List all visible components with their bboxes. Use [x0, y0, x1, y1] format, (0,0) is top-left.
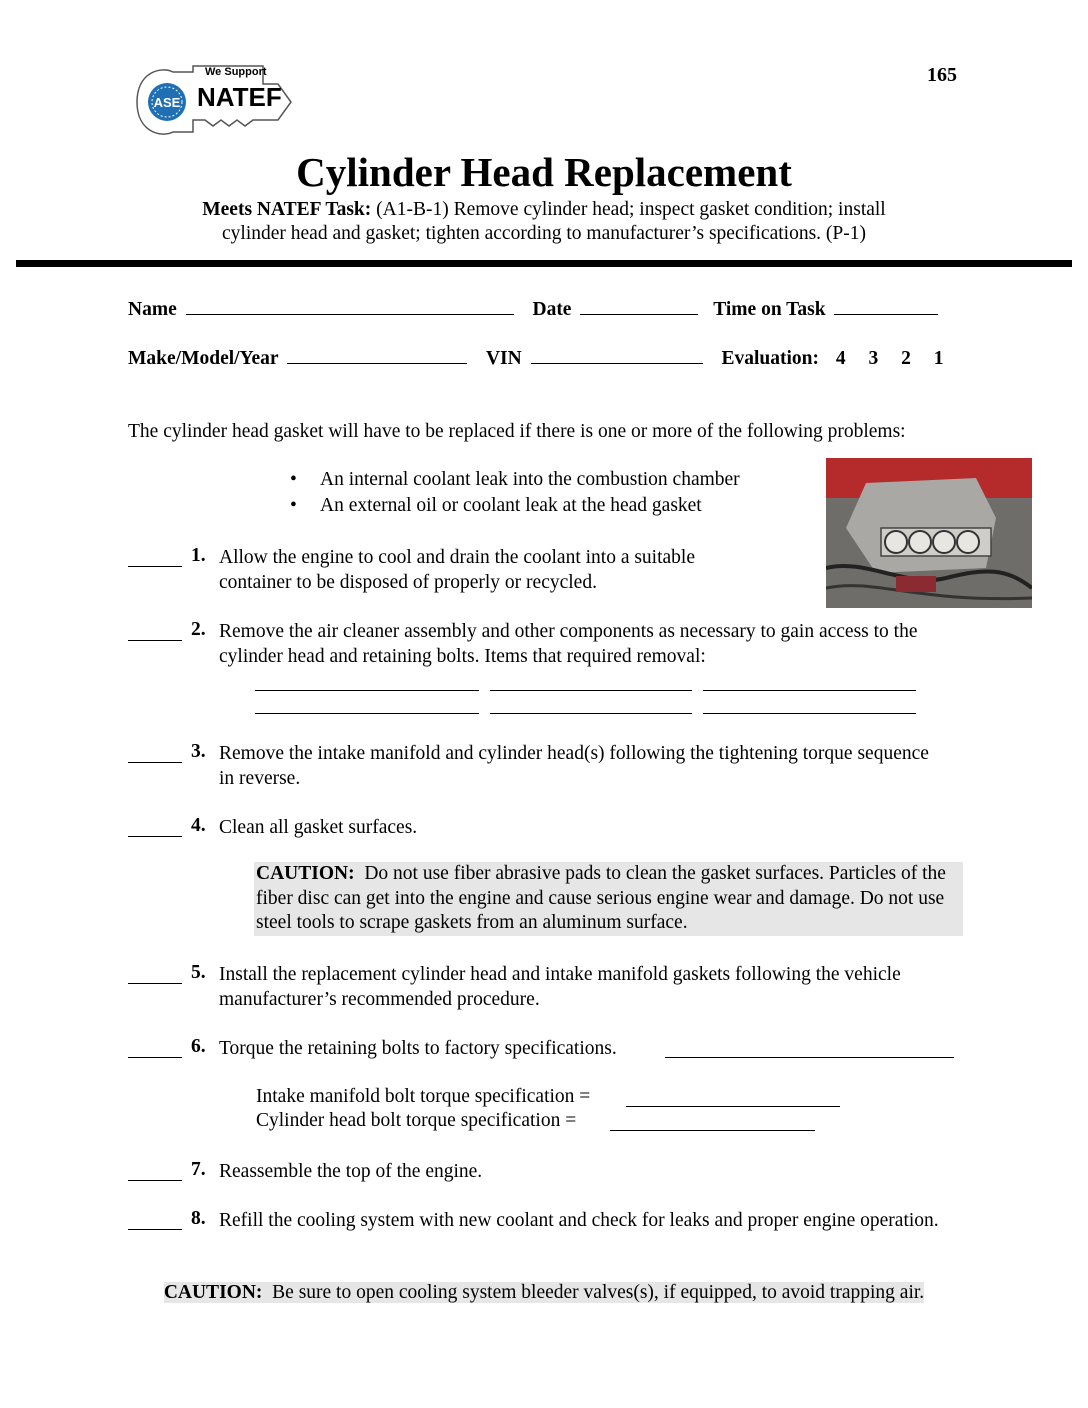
evaluation-option-1[interactable]: 1	[933, 348, 944, 369]
evaluation-label: Evaluation:	[721, 348, 819, 369]
task-text-1: (A1-B-1) Remove cylinder head; inspect gasket condition; install	[376, 199, 886, 220]
date-label: Date	[532, 299, 572, 320]
step-6-check-line[interactable]	[128, 1057, 182, 1058]
removed-item-field-5[interactable]	[490, 713, 692, 714]
step-2-check-line[interactable]	[128, 640, 182, 641]
intake-torque-label: Intake manifold bolt torque specification =	[256, 1086, 591, 1107]
step-8-check-line[interactable]	[128, 1229, 182, 1230]
step-5-number: 5.	[191, 962, 206, 983]
bullet-item-2: • An external oil or coolant leak at the head gasket	[290, 495, 702, 516]
logo-we-support: We Support	[205, 66, 267, 78]
task-label: Meets NATEF Task:	[202, 199, 372, 220]
step-5-text: Install the replacement cylinder head and intake manifold gaskets following the vehicle manufacturer’s recommended procedure.	[219, 964, 901, 1010]
removed-item-field-1[interactable]	[255, 690, 479, 691]
bullet-item-1: • An internal coolant leak into the combustion chamber	[290, 469, 740, 490]
step-8-number: 8.	[191, 1208, 206, 1229]
step-7-number: 7.	[191, 1159, 206, 1180]
make-model-year-label: Make/Model/Year	[128, 348, 279, 369]
factory-spec-field[interactable]	[665, 1057, 954, 1058]
step-3-check-line[interactable]	[128, 762, 182, 763]
step-1-check-line[interactable]	[128, 566, 182, 567]
head-torque-field[interactable]	[610, 1130, 815, 1131]
svg-text:ASE: ASE	[153, 95, 181, 110]
form-row-1	[128, 296, 938, 321]
page-title: Cylinder Head Replacement	[296, 149, 792, 195]
form-row-2	[128, 345, 944, 370]
evaluation-option-3[interactable]: 3	[868, 348, 879, 369]
make-model-year-field[interactable]	[287, 345, 467, 364]
step-4-check-line[interactable]	[128, 836, 182, 837]
removed-item-field-2[interactable]	[490, 690, 692, 691]
natef-logo	[133, 62, 293, 142]
header-divider	[16, 260, 1072, 267]
caution-text: Be sure to open cooling system bleeder valves(s), if equipped, to avoid trapping air.	[272, 1282, 925, 1303]
caution-text: Do not use fiber abrasive pads to clean the gasket surfaces. Particles of the fiber disc can get into the engine and cause serious engine wear and damage. Do not use steel tools to scrape gaskets from an aluminum surface.	[256, 863, 946, 933]
step-7-text: Reassemble the top of the engine.	[219, 1161, 483, 1182]
step-1-text: Allow the engine to cool and drain the coolant into a suitable container to be disposed of properly or recycled.	[219, 547, 695, 593]
evaluation-option-2[interactable]: 2	[901, 348, 911, 369]
intake-torque-field[interactable]	[626, 1106, 840, 1107]
time-label: Time on Task	[713, 299, 826, 320]
step-3-text: Remove the intake manifold and cylinder head(s) following the tightening torque sequence in reverse.	[219, 743, 929, 789]
engine-photo-icon	[826, 458, 1032, 608]
bullet-icon: •	[290, 469, 297, 490]
engine-block-photo	[826, 458, 1032, 608]
vin-field[interactable]	[531, 345, 703, 364]
step-2-number: 2.	[191, 619, 206, 640]
intro-text: The cylinder head gasket will have to be replaced if there is one or more of the following problems:	[128, 421, 906, 442]
removed-item-field-6[interactable]	[703, 713, 916, 714]
page-number: 165	[927, 64, 957, 86]
date-field[interactable]	[580, 296, 698, 315]
natef-task	[0, 198, 1088, 246]
step-5-check-line[interactable]	[128, 983, 182, 984]
name-field[interactable]	[186, 296, 514, 315]
step-4-text: Clean all gasket surfaces.	[219, 817, 418, 838]
name-label: Name	[128, 299, 177, 320]
caution-box-cleaning	[254, 862, 963, 936]
step-6-number: 6.	[191, 1036, 206, 1057]
caution-label: CAUTION:	[163, 1282, 263, 1303]
bullet-icon: •	[290, 495, 297, 516]
step-7-check-line[interactable]	[128, 1180, 182, 1181]
caution-label: CAUTION:	[256, 863, 355, 884]
removed-item-field-3[interactable]	[703, 690, 916, 691]
step-8-text: Refill the cooling system with new coolant and check for leaks and proper engine operation.	[219, 1210, 939, 1231]
caution-box-bleeder	[143, 1280, 945, 1305]
step-4-number: 4.	[191, 815, 206, 836]
logo-natef: NATEF	[197, 82, 282, 112]
step-1-number: 1.	[191, 545, 206, 566]
time-field[interactable]	[834, 296, 938, 315]
step-6-text: Torque the retaining bolts to factory specifications.	[219, 1038, 617, 1059]
evaluation-option-4[interactable]: 4	[835, 348, 846, 369]
step-2-text: Remove the air cleaner assembly and other components as necessary to gain access to the cylinder head and retaining bolts. Items that required removal:	[219, 621, 918, 667]
task-text-2: cylinder head and gasket; tighten according to manufacturer’s specifications. (P-1)	[222, 223, 866, 244]
removed-item-field-4[interactable]	[255, 713, 479, 714]
step-3-number: 3.	[191, 741, 206, 762]
head-torque-label: Cylinder head bolt torque specification =	[256, 1110, 577, 1131]
caution-highlight	[164, 1282, 924, 1303]
vin-label: VIN	[485, 348, 522, 369]
